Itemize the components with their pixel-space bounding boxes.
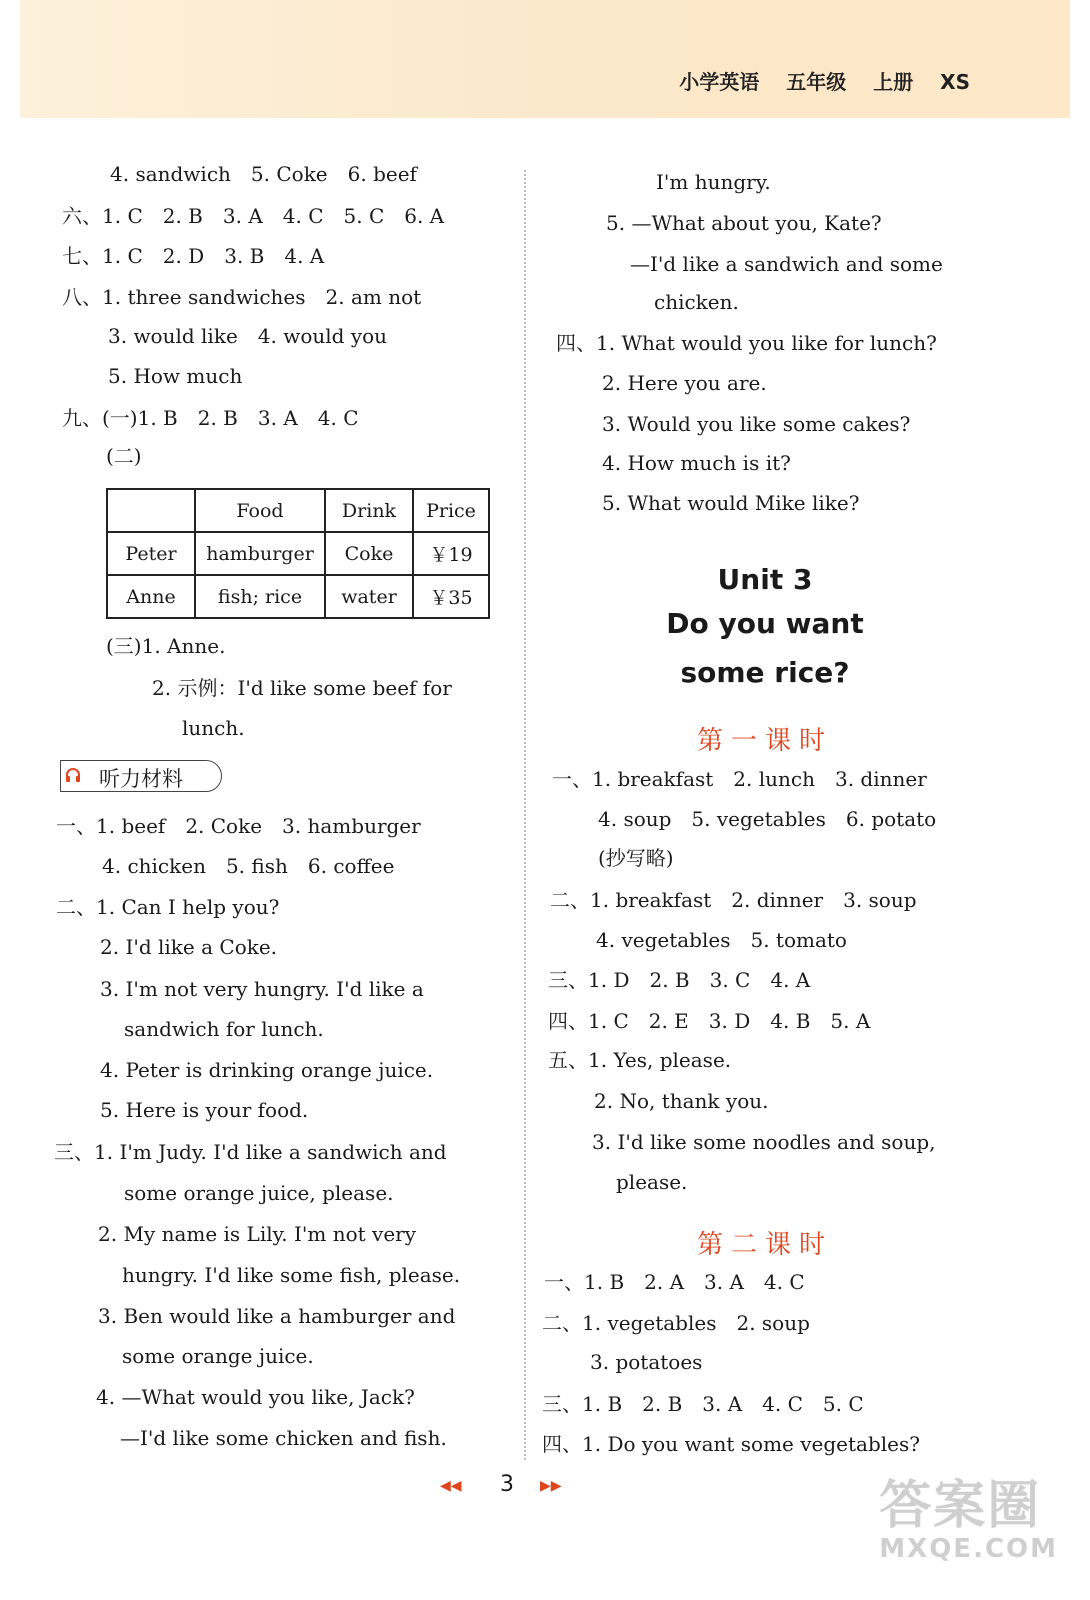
answer-line: hungry. I'd like some fish, please.	[122, 1263, 461, 1287]
answer-line: 四、1. C 2. E 3. D 4. B 5. A	[548, 1009, 871, 1033]
header-grade: 五年级	[786, 70, 847, 94]
answer-line: 4. How much is it?	[602, 451, 791, 475]
header-volume: 上册	[873, 70, 914, 94]
table-row	[107, 532, 489, 575]
table-cell: Price	[413, 489, 489, 532]
page-header	[20, 0, 1070, 118]
page-number: 3	[500, 1472, 514, 1497]
unit-title-line: Do you want	[666, 607, 864, 640]
answer-line: 4. vegetables 5. tomato	[596, 928, 847, 952]
answer-line: some orange juice.	[122, 1344, 314, 1368]
previous-arrows-icon: ◀◀	[440, 1478, 462, 1494]
answer-line: —I'd like some chicken and fish.	[120, 1426, 447, 1450]
answer-line: 3. I'd like some noodles and soup,	[592, 1130, 936, 1154]
answer-line: 二、1. vegetables 2. soup	[542, 1311, 810, 1335]
answer-line: 八、1. three sandwiches 2. am not	[62, 285, 422, 309]
answer-line: 六、1. C 2. B 3. A 4. C 5. C 6. A	[62, 204, 445, 228]
answer-line: 5. Here is your food.	[100, 1098, 309, 1122]
answer-line: 5. What would Mike like?	[602, 491, 860, 515]
answer-line: 3. would like 4. would you	[108, 324, 388, 348]
header-edition: XS	[940, 70, 970, 94]
watermark-main: 答案圈	[879, 1476, 1042, 1536]
answer-line: (抄写略)	[598, 846, 674, 870]
answer-line: 5. How much	[108, 364, 243, 388]
answer-line: 2. My name is Lily. I'm not very	[98, 1222, 417, 1246]
table-cell: hamburger	[195, 532, 325, 575]
answer-line: some orange juice, please.	[124, 1181, 394, 1205]
answer-line: 三、1. D 2. B 3. C 4. A	[548, 968, 811, 992]
header-book-info	[659, 66, 970, 95]
column-divider	[524, 170, 526, 1460]
answer-line: 3. Would you like some cakes?	[602, 412, 911, 436]
answer-line: 5. —What about you, Kate?	[606, 211, 882, 235]
answer-line: 二、1. Can I help you?	[56, 895, 280, 919]
answer-line: I'm hungry.	[656, 170, 771, 194]
table-row	[107, 575, 489, 618]
answer-line: 五、1. Yes, please.	[548, 1048, 732, 1072]
table-header-row	[107, 489, 489, 532]
answer-line: lunch.	[182, 716, 245, 740]
answer-line: sandwich for lunch.	[124, 1017, 324, 1041]
answer-line: 4. —What would you like, Jack?	[96, 1385, 415, 1409]
answer-line: 二、1. breakfast 2. dinner 3. soup	[550, 888, 917, 912]
answer-line: 一、1. beef 2. Coke 3. hamburger	[56, 814, 421, 838]
answer-line: 4. chicken 5. fish 6. coffee	[102, 854, 395, 878]
listening-label: 听力材料	[99, 767, 183, 791]
answer-line: (二)	[106, 444, 142, 468]
headphones-icon	[65, 767, 81, 783]
answer-line: 九、(一)1. B 2. B 3. A 4. C	[62, 406, 359, 430]
answer-line: 一、1. B 2. A 3. A 4. C	[544, 1270, 805, 1294]
answer-line: 三、1. I'm Judy. I'd like a sandwich and	[54, 1140, 447, 1164]
answer-line: 3. potatoes	[590, 1350, 703, 1374]
table-cell: ￥19	[413, 532, 489, 575]
page-footer	[440, 1472, 580, 1502]
lesson-1-heading: 第一课时	[696, 726, 833, 756]
table-cell: water	[325, 575, 413, 618]
answer-line: 四、1. What would you like for lunch?	[556, 331, 937, 355]
table-cell: Anne	[107, 575, 195, 618]
table-cell: Peter	[107, 532, 195, 575]
answer-line: 三、1. B 2. B 3. A 4. C 5. C	[542, 1392, 864, 1416]
table-cell: Food	[195, 489, 325, 532]
answer-line: 4. Peter is drinking orange juice.	[100, 1058, 434, 1082]
table-cell	[107, 489, 195, 532]
watermark	[879, 1478, 1058, 1564]
answer-line: 七、1. C 2. D 3. B 4. A	[62, 244, 325, 268]
next-arrows-icon: ▶▶	[540, 1478, 562, 1494]
answer-line: please.	[616, 1170, 688, 1194]
unit-title-line: some rice?	[680, 656, 850, 689]
answer-line: 四、1. Do you want some vegetables?	[542, 1432, 920, 1456]
answer-line: 4. sandwich 5. Coke 6. beef	[110, 162, 417, 186]
answer-line: chicken.	[654, 290, 739, 314]
listening-section-tag	[60, 760, 222, 792]
watermark-url: MXQE.COM	[879, 1534, 1058, 1564]
answer-line: 3. I'm not very hungry. I'd like a	[100, 977, 424, 1001]
answer-line: 4. soup 5. vegetables 6. potato	[598, 807, 937, 831]
food-drink-price-table	[106, 488, 490, 619]
answer-line: 2. No, thank you.	[594, 1089, 769, 1113]
lesson-2-heading: 第二课时	[696, 1230, 833, 1260]
header-subject: 小学英语	[679, 70, 760, 94]
answer-line: 2. Here you are.	[602, 371, 767, 395]
unit-number-title: Unit 3	[717, 563, 813, 596]
table-cell: fish; rice	[195, 575, 325, 618]
table-cell: ￥35	[413, 575, 489, 618]
answer-line: 2. 示例：I'd like some beef for	[152, 676, 452, 700]
answer-line: 2. I'd like a Coke.	[100, 935, 278, 959]
table-cell: Coke	[325, 532, 413, 575]
answer-line: (三)1. Anne.	[106, 634, 226, 658]
answer-line: 3. Ben would like a hamburger and	[98, 1304, 456, 1328]
answer-line: 一、1. breakfast 2. lunch 3. dinner	[552, 767, 927, 791]
table-cell: Drink	[325, 489, 413, 532]
answer-line: —I'd like a sandwich and some	[630, 252, 943, 276]
